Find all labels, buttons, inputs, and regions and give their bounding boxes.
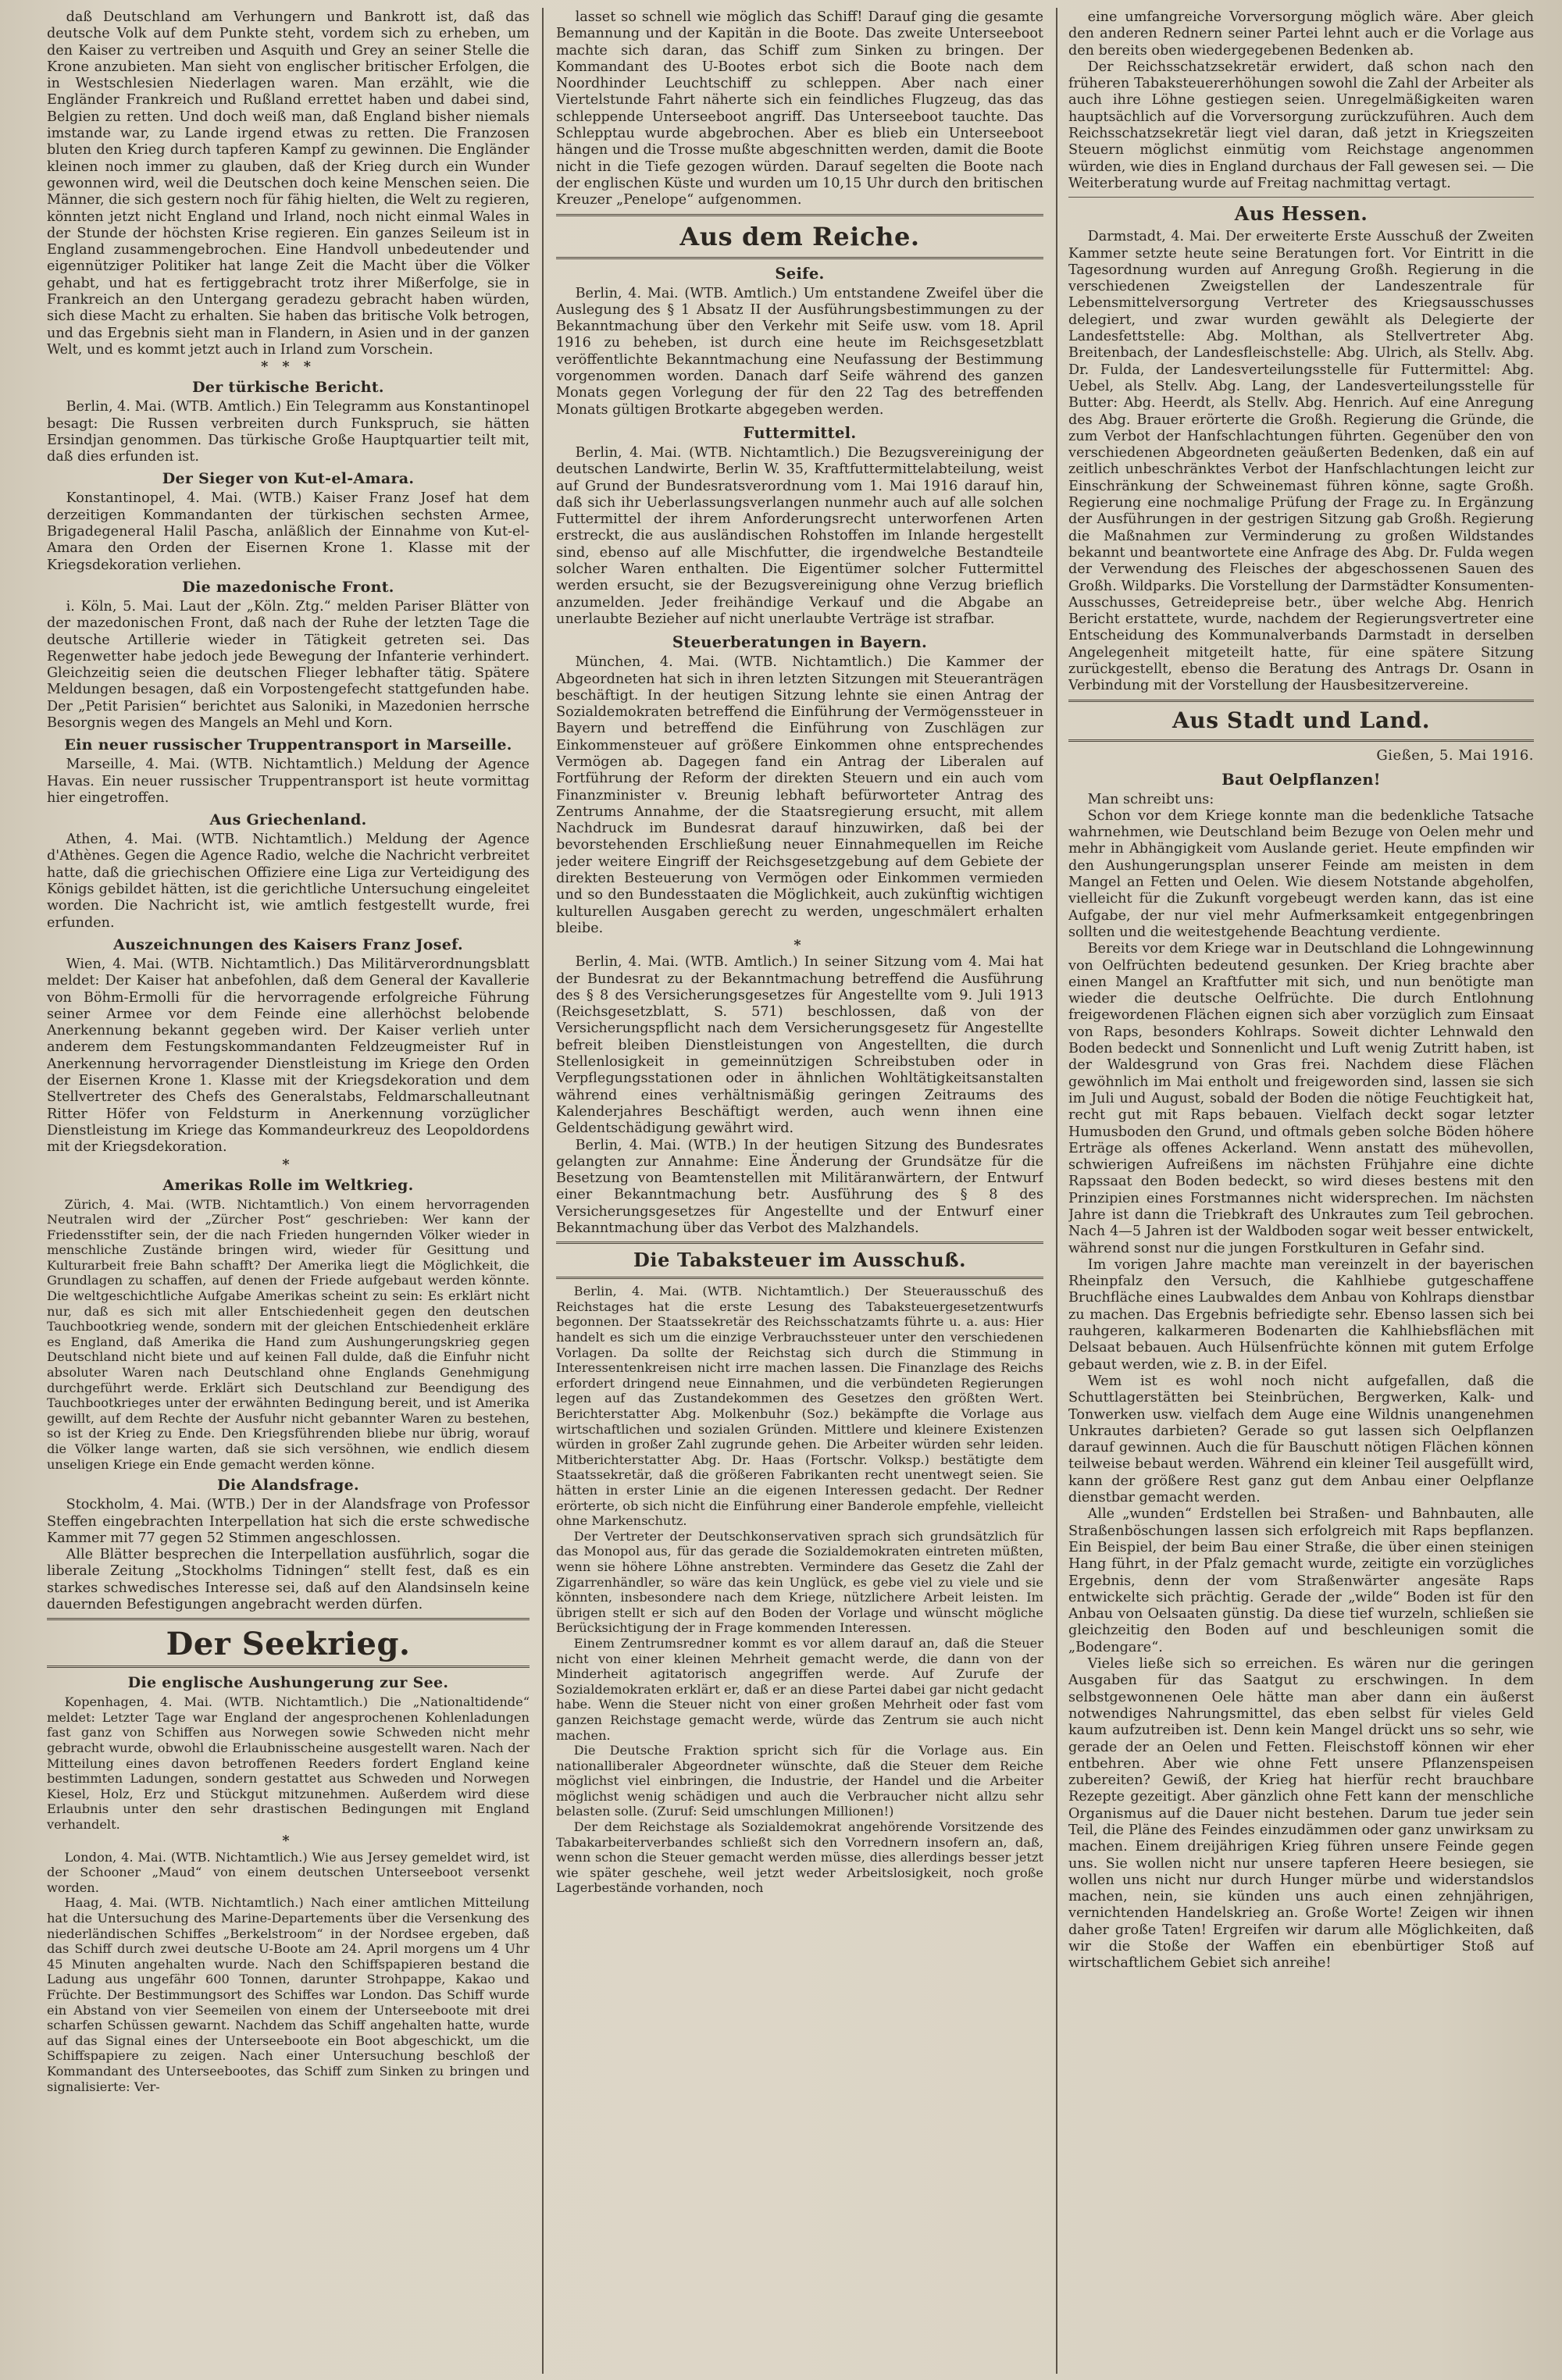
article-text: Vieles ließe sich so erreichen. Es wären nur die geringen Ausgaben für das Saatgut zu erschwingen. In dem selbstgewonnenen Oele hätte man aber dann ein äußerst notwendiges Nahrungsmittel, das eben selbst für vieles Geld kaum aufzutreiben ist. Denn kein Mangel drückt uns so sehr, wie gerade der an Oelen und Fetten. Fleischstoff können wir eher entbehren. Aber wie ohne Fett unsere Pflanzenspeisen zubereiten? Gewiß, der Krieg hat hierfür recht brauchbare Rezepte gezeitigt. Aber gänzlich ohne Fett kann der menschliche Organismus auf die Dauer nicht bestehen. Darum tue jeder sein Teil, die Pläne des Feindes einzudämmen oder ganz unwirksam zu machen. Einem dreijährigen Krieg führen unsere Feinde gegen uns. Sie wollen nicht nur unsere tapferen Heere besiegen, sie wollen uns nicht nur durch Hunger mürbe und widerstandslos machen, nein, sie künden uns auch einen zehnjährigen, vernichtenden Handelskrieg an. Große Worte! Zeigen wir ihnen daher große Taten! Ergreifen wir darum alle Möglichkeiten, daß wir die Stoße der Waffen ein ebenbürtiger Stoß auf wirtschaftlichem Gebiet sich anreihe!: [1068, 1656, 1534, 1972]
article-text: Darmstadt, 4. Mai. Der erweiterte Erste Ausschuß der Zweiten Kammer setzte heute seine Beratungen fort. Vor Eintritt in die Tagesordnung wurden auf Anregung Großh. Regierung in die verschiedenen Zweigstellen der Landeszentrale für Lebensmittelversorgung Vertreter des Kriegsausschusses delegiert, und zwar wurden gewählt als Delegierte der Landesfettstelle: Abg. Molthan, als Stellvertreter Abg. Breitenbach, der Landesfleischstelle: Abg. Ulrich, als Stellv. Abg. Dr. Fulda, der Landesverteilungsstelle für Futtermittel: Abg. Uebel, als Stellv. Abg. Lang, der Landesverteilungsstelle für Butter: Abg. Heerdt, als Stellv. Abg. Henrich. Auf eine Anregung des Abg. Brauer erörterte die Großh. Regierung die Gründe, die zum Verbot der Hanfschlachtungen führten. Gegenüber den von verschiedenen Abgeordneten geäußerten Bedenken, daß ein auf zeitlich unbeschränktes Verbot der Hanfschlachtungen leicht zur Einschränkung der Schweinemast führen könne, sagte Großh. Regierung eine nochmalige Prüfung der Frage zu. In Ergänzung der Ausführungen in der gestrigen Sitzung gab Großh. Regierung die Maßnahmen zur Verminderung zu großen Wildstandes bekannt und beantwortete eine Anfrage des Abg. Dr. Fulda wegen der Verwendung des Fleisches der abgeschossenen Sauen des Großh. Wildparks. Die Vorstellung der Darmstädter Konsumenten-Ausschusses, Getreidepreise betr., über welche Abg. Henrich Bericht erstattete, wurde, nachdem der Regierungsvertreter eine Entscheidung des Kommunalverbands Darmstadt in derselben Angelegenheit mitgeteilt hatte, für eine spätere Sitzung zurückgestellt, ebenso die Beratung des Antrags Dr. Osann in Verbindung mit der Vorstellung der Hausbesitzervereine.: [1068, 229, 1534, 694]
heading-starvation-at-sea: Die englische Aushungerung zur See.: [127, 1674, 449, 1692]
article-text: Alle Blätter besprechen die Interpellation ausführlich, sogar die liberale Zeitung „Stockholms Tidningen“ stellt fest, daß es ein starkes schwedisches Interesse sei, daß auf den Alandsinseln keine dauernden Befestigungen angebracht werden dürfen.: [47, 1547, 530, 1612]
article-text: Kopenhagen, 4. Mai. (WTB. Nichtamtlich.) Die „Nationaltidende“ meldet: Letzter Tage war England der angesprochenen Kohlenladungen fast ganz von Schiffen aus Norwegen sowie Schweden nicht mehr gebracht wurde, obwohl die Erlaubnisscheine ausgestellt waren. Nach der Mitteilung eines davon betroffenen Reeders fordert England keine bestimmten Ladungen, sondern gestattet aus Schweden und Norwegen Kiesel, Holz, Erz und Stückgut mitzunehmen. Außerdem wird diese Erlaubnis unter den sehr drastischen Bedingungen mit England verhandelt.: [47, 1694, 530, 1833]
heading-turkish-report: Der türkische Bericht.: [192, 379, 384, 397]
article-text: Berlin, 4. Mai. (WTB. Nichtamtlich.) Der Steuerausschuß des Reichstages hat die erste Lesung des Tabaksteuergesetzentwurfs begonnen. Der Staatssekretär des Reichsschatzamts führte u. a. aus: Hier handelt es sich um die einzige Verbrauchssteuer unter den verschiedenen Vorlagen. Da sollte der Reichstag sich durch die Stimmung in Interessentenkreisen nicht irre machen lassen. Die Finanzlage des Reichs erfordert dringend neue Einnahmen, und die verbündeten Regierungen legen auf das Zustandekommen des Gesetzes den größten Wert. Berichterstatter Abg. Molkenbuhr (Soz.) bekämpfte die Vorlage aus wirtschaftlichen und sozialen Gründen. Mittlere und kleinere Existenzen würden in großer Zahl zugrunde gehen. Die Arbeiter würden sehr leiden. Mitberichterstatter Abg. Dr. Haas (Fortschr. Volksp.) bestätigte dem Staatssekretär, daß die größeren Fabrikanten recht unentwegt seien. Sie hätten in erster Linie an die eigenen Interessen gedacht. Der Redner erörterte, ob sich nicht die Einführung einer Banderole empfehle, vielleicht ohne Markenschutz.: [556, 1284, 1043, 1529]
article-text: Berlin, 4. Mai. (WTB.) In der heutigen Sitzung des Bundesrates gelangten zur Annahme: Eine Änderung der Grundsätze für die Besetzung von Beamtenstellen mit Militäranwärtern, der Entwurf einer Bekanntmachung betr. Ausführung des § 8 des Versicherungsgesetzes für Angestellte und der Entwurf einer Bekanntmachung über das Verbot des Malzhandels.: [556, 1137, 1043, 1236]
section-box-naval-war: [47, 1618, 530, 1668]
heading-decorations: Auszeichnungen des Kaisers Franz Josef.: [113, 935, 463, 953]
article-text: Wien, 4. Mai. (WTB. Nichtamtlich.) Das Militärverordnungsblatt meldet: Der Kaiser hat anbefohlen, daß dem General der Kavallerie von Böhm-Ermolli für die hervorragende erfolgreiche Führung seiner Armee vor dem Feinde eine allerhöchst belobende Anerkennung bekannt gegeben wird. Der Kaiser verlieh unter anderem dem Festungskommandanten Feldzeugmeister Ruf in Anerkennung hervorragender Dienstleistung im Kriege den Orden der Eisernen Krone 1. Klasse mit der Kriegsdekoration und dem Stellvertreter des Chefs des Generalstabs, Feldmarschalleutnant Ritter Höfer von Feldsturm in Anerkennung vorzüglicher Dienstleistung im Kriege das Kommandeurkreuz des Leopoldordens mit der Kriegsdekoration.: [47, 956, 530, 1156]
heading-from-the-reich: Aus dem Reiche.: [679, 221, 920, 251]
heading-tobacco-tax: Die Tabaksteuer im Ausschuß.: [633, 1249, 967, 1272]
article-text: Berlin, 4. Mai. (WTB. Nichtamtlich.) Die Bezugsvereinigung der deutschen Landwirte, Berlin W. 35, Kraftfuttermittelabteilung, weist auf Grund der Bundesratsverordnung vom 1. Mai 1916 darauf hin, daß sich ihr Ueberlassungsverlangen nunmehr auch auf alle solchen Futtermittel der ihrem Anforderungsrecht unterworfenen Arten erstreckt, die aus ausländischen Rohstoffen im Inlande hergestellt sind, ebenso auf alle Mischfutter, die irgendwelche Bestandteile solcher Waren enthalten. Die Eigentümer solcher Futtermittel werden ersucht, sie der Bezugsvereinigung ohne Verzug brieflich anzumelden. Jeder freihändige Verkauf und die Abgabe an unerlaubte Bezieher auf nicht unerlaubte Verträge ist strafbar.: [556, 444, 1043, 627]
separator-star: *: [282, 1156, 294, 1173]
heading-from-hesse: Aus Hessen.: [1234, 202, 1368, 226]
section-box-tobacco: [556, 1242, 1043, 1279]
article-text: Stockholm, 4. Mai. (WTB.) Der in der Alandsfrage von Professor Steffen eingebrachten Interpellation hat sich die erste schwedische Kammer mit 77 gegen 52 Stimmen angeschlossen.: [47, 1497, 530, 1546]
article-text: Berlin, 4. Mai. (WTB. Amtlich.) In seiner Sitzung vom 4. Mai hat der Bundesrat zu der Bekanntmachung betreffend die Ausführung des § 8 des Versicherungsgesetzes für Angestellte vom 9. Juli 1913 (Reichsgesetzblatt, S. 571) beschlossen, daß von der Versicherungspflicht nach dem Versicherungsgesetz für Angestellte befreit bleiben Dienstleistungen von Angestellten, die durch Stellenlosigkeit in gemeinnützigen Schreibstuben oder in Verpflegungsstationen oder in ähnlichen Wohltätigkeitsanstalten während eines verhältnismäßig geringen Zeitraums des Kalenderjahres Beschäftigt werden, auch wenn ihnen eine Geldentschädigung gewährt wird.: [556, 954, 1043, 1137]
article-text: Die Deutsche Fraktion spricht sich für die Vorlage aus. Ein nationalliberaler Abgeordneter wünschte, daß die Steuer dem Reiche möglichst viel einbringen, die Industrie, der Handel und die Arbeiter möglichst wenig schädigen und auch die Verbraucher nicht allzu sehr belasten solle. (Zuruf: Seid umschlungen Millionen!): [556, 1743, 1043, 1819]
article-text: London, 4. Mai. (WTB. Nichtamtlich.) Wie aus Jersey gemeldet wird, ist der Schooner „Maud“ von einem deutschen Unterseeboot versenkt worden.: [47, 1849, 530, 1895]
heading-russian-transport: Ein neuer russischer Truppentransport in Marseille.: [64, 736, 512, 754]
heading-oil-plants: Baut Oelpflanzen!: [1221, 770, 1381, 789]
article-text: Einem Zentrumsredner kommt es vor allem darauf an, daß die Steuer nicht von einer kleinen Mehrheit gemacht werde, die dann von der Minderheit agitatorisch angegriffen werde. Auf Zurufe der Sozialdemokraten erklärt er, daß er an diese Partei dabei gar nicht gedacht habe. Wenn die Steuer nicht von einer großen Mehrheit oder fast vom ganzen Reichstage gemacht werde, würde das Zentrum sie auch nicht machen.: [556, 1635, 1043, 1743]
heading-fodder: Futtermittel.: [743, 423, 857, 442]
column-left: [47, 9, 530, 2368]
article-text: Der Vertreter der Deutschkonservativen sprach sich grundsätzlich für das Monopol aus, für das gerade die Sozialdemokraten eintreten müßten, wenn sie höhere Löhne anstrebten. Vermindere das Gesetz die Zahl der Zigarrenhändler, so wäre das kein Unglück, es gebe viel zu viele und sie könnten, insbesondere nach dem Kriege, nützlichere Arbeit leisten. Im übrigen stellt er sich auf den Boden der Vorlage und wünscht mögliche Berücksichtigung der in Frage kommenden Interessen.: [556, 1528, 1043, 1636]
heading-macedonian-front: Die mazedonische Front.: [182, 578, 394, 596]
article-text: Marseille, 4. Mai. (WTB. Nichtamtlich.) Meldung der Agence Havas. Ein neuer russischer Truppentransport ist heute vormittag hier eingetroffen.: [47, 757, 530, 806]
heading-aland-question: Die Alandsfrage.: [217, 1477, 359, 1495]
article-text: Berlin, 4. Mai. (WTB. Amtlich.) Ein Telegramm aus Konstantinopel besagt: Die Russen verbreiten durch Funkspruch, sie hätten Ersindjan genommen. Das türkische Große Hauptquartier teilt mit, daß dies erfunden ist.: [47, 399, 530, 465]
article-text: Berlin, 4. Mai. (WTB. Amtlich.) Um entstandene Zweifel über die Auslegung des § 1 Absatz II der Ausführungsbestimmungen zu der Bekanntmachung über den Verkehr mit Seife usw. vom 18. April 1916 zu beheben, ist durch eine heute im Reichsgesetzblatt veröffentlichte Bekanntmachung eine Neufassung der Bestimmung vorgenommen worden. Danach darf Seife während des ganzen Monats gegen Vorlegung der für den 22 Tag des betreffenden Monats gültigen Brotkarte abgegeben werden.: [556, 285, 1043, 418]
column-right: [1068, 9, 1534, 2368]
heading-america-role: Amerikas Rolle im Weltkrieg.: [162, 1176, 414, 1194]
article-text: Alle „wunden“ Erdstellen bei Straßen- und Bahnbauten, alle Straßenböschungen lassen sich erfolgreich mit Raps bepflanzen. Ein Beispiel, der beim Bau einer Straße, die über einen steinigen Hang führt, in der Pfalz gemacht wurde, zeitigte ein vorzügliches Ergebnis, denn der vom Straßenwärter angesäte Raps entwickelte sich prächtig. Gerade der „wilde“ Boden ist für den Anbau von Oelsaaten günstig. Da diese tief wurzeln, schließen sie gleichzeitig den Boden auf und beschleunigen somit die „Bodengare“.: [1068, 1506, 1534, 1655]
heading-naval-war: Der Seekrieg.: [166, 1626, 411, 1663]
column-middle: [556, 9, 1043, 2368]
dateline: Gießen, 5. Mai 1916.: [1376, 746, 1534, 764]
article-text: Zürich, 4. Mai. (WTB. Nichtamtlich.) Von einem hervorragenden Neutralen wird der „Zürcher Post“ geschrieben: Wer kann der Friedensstifter sein, der die nach Frieden hungernden Völker wieder in menschliche Zustände bringen wird, wieder für Gesittung und Kulturarbeit freie Bahn schafft? Der Amerika liegt die Möglichkeit, die Grundlagen zu schaffen, auf denen der Friede aufgebaut werden könnte. Die weltgeschichtliche Aufgabe Amerikas scheint zu sein: Es erklärt nicht nur, daß es sich mit aller Entschiedenheit gegen den deutschen Tauchbootkrieg wende, sondern mit der gleichen Entschiedenheit erkläre es England, daß Amerika die Hand zum Aushungerungskrieg gegen Deutschland nicht biete und auf keinen Fall dulde, daß die Einfuhr nicht absoluter Waren nach Deutschland ohne Englands Genehmigung durchgeführt werde. Erklärt sich Deutschland zur Beendigung des Tauchbootkrieges unter der erwähnten Bedingung bereit, und ist Amerika gewillt, auf dem Rechte der Ausfuhr nicht gebannter Waren zu bestehen, so ist der Krieg zu Ende. Den Kriegsführenden bliebe nur übrig, worauf die Völker lange warten, daß sie sich versöhnen, wie endlich diesem unseligen Kriege ein Ende gemacht werden könne.: [47, 1196, 530, 1472]
section-box-city-country: [1068, 700, 1534, 742]
article-text: i. Köln, 5. Mai. Laut der „Köln. Ztg.“ melden Pariser Blätter von der mazedonischen Front, daß nach der Ruhe der letzten Tage die deutsche Artillerie wieder in Tätigkeit getreten sei. Das Regenwetter habe jedoch jede Bewegung der Infanterie verhindert. Gleichzeitig seien die deutschen Flieger lebhafter tätig. Spätere Meldungen besagen, daß ein Vorpostengefecht stattgefunden habe. Der „Petit Parisien“ berichtet aus Saloniki, in Mazedonien herrsche Besorgnis wegen des Mangels an Mehl und Korn.: [47, 598, 530, 731]
article-text: Athen, 4. Mai. (WTB. Nichtamtlich.) Meldung der Agence d'Athènes. Gegen die Agence Radio, welche die Nachricht verbreitet hatte, daß die griechischen Offiziere eine Liga zur Verteidigung des Königs gebildet hätten, ist die gerichtliche Untersuchung eingeleitet worden. Die Nachricht ist, wie amtlich festgestellt wurde, frei erfunden.: [47, 832, 530, 931]
divider: [1068, 197, 1534, 198]
article-text: Schon vor dem Kriege konnte man die bedenkliche Tatsache wahrnehmen, wie Deutschland beim Bezuge von Oelen mehr und mehr in Abhängigkeit vom Auslande geriet. Heute empfinden wir den Aushungerungsplan unserer Feinde am meisten in dem Mangel an Fetten und Oelen. Wie diesem Notstande abgeholfen, vielleicht für die Zukunft vorgebeugt werden kann, das ist eine Aufgabe, der nur viel mehr Aufmerksamkeit entgegenbringen sollten und die weitestgehende Beachtung verdiente.: [1068, 807, 1534, 940]
column-rule-left: [542, 8, 544, 2374]
heading-soap: Seife.: [775, 264, 825, 283]
article-text: Wem ist es wohl noch nicht aufgefallen, daß die Schuttlagerstätten bei Steinbrüchen, Bergwerken, Kalk- und Tonwerken usw. vielfach dem Auge eine Wildnis unangenehmen Unkrautes darbieten? Gerade so gut lassen sich Oelpflanzen darauf gewinnen. Auch die für Bauschutt nötigen Flächen können teilweise bebaut werden. Während ein kleiner Teil ausgefüllt wird, kann der größere Rest ganz gut dem Anbau einer Oelpflanze dienstbar gemacht werden.: [1068, 1373, 1534, 1506]
heading-tax-bavaria: Steuerberatungen in Bayern.: [672, 633, 928, 652]
section-box-reich: [556, 214, 1043, 259]
article-text: Der Reichsschatzsekretär erwidert, daß schon nach den früheren Tabaksteuererhöhungen sowohl die Zahl der Arbeiter als auch ihre Löhne gestiegen seien. Unregelmäßigkeiten waren hauptsächlich auf die Vorversorgung zurückzuführen. Auch dem Reichsschatzsekretär liegt viel daran, daß jetzt in Kriegszeiten Steuern möglichst einmütig vom Reichstage angenommen würden, wie dies in England durchaus der Fall gewesen sei. — Die Weiterberatung wurde auf Freitag nachmittag vertagt.: [1068, 59, 1534, 191]
article-text: Der dem Reichstage als Sozialdemokrat angehörende Vorsitzende des Tabakarbeiterverbandes schließt sich den Vorrednern insofern an, daß, wenn schon die Steuer gemacht werden müsse, dies allerdings besser jetzt wie später geschehe, weil jetzt weder Arbeitslosigkeit, noch große Lagerbestände vorhanden, noch: [556, 1819, 1043, 1896]
article-text: München, 4. Mai. (WTB. Nichtamtlich.) Die Kammer der Abgeordneten hat sich in ihren letzten Sitzungen mit Steueranträgen beschäftigt. In der heutigen Sitzung lehnte sie einen Antrag der Sozialdemokraten betreffend die Einführung der Vermögenssteuer in Bayern und betreffend die Einführung von Zuschlägen zur Einkommensteuer auf größere Einkommen ohne entsprechendes Vermögen ab. Dagegen fand ein Antrag der Liberalen auf Fortführung der Reform der direkten Steuern und ein auch vom Finanzminister v. Breunig lebhaft befürworteter Antrag des Zentrums Annahme, der die Staatsregierung ersucht, mit allem Nachdruck im Bundesrat darauf hinzuwirken, daß bei der bevorstehenden Erschließung neuer Einnahmequellen im Reiche jeder weitere Eingriff der Reichsgesetzgebung auf dem Gebiete der direkten Besteuerung von Vermögen oder Einkommen vermieden und so den Bundesstaaten die Möglichkeit, auch zukünftig wichtigen kulturellen Ausgaben gerecht zu werden, ungeschmälert erhalten bleibe.: [556, 654, 1043, 936]
separator-stars: * * *: [261, 358, 316, 376]
column-rule-right: [1056, 8, 1057, 2374]
article-text: Im vorigen Jahre machte man vereinzelt in der bayerischen Rheinpfalz den Versuch, die Kahlhiebe gutgeschaffene Bruchfläche eines Laubwaldes dem Anbau von Kohlraps dienstbar zu machen. Das Ergebnis befriedigte sehr. Ebenso lassen sich bei rauhgeren, kalkarmeren Bodenarten die Kahlhiebsflächen mit Delsaat bebauen. Auch Hülsenfrüchte können mit gutem Erfolge gebaut werden, wie z. B. in der Eifel.: [1068, 1256, 1534, 1373]
article-text: Man schreibt uns:: [1087, 791, 1214, 807]
article-text: lasset so schnell wie möglich das Schiff! Darauf ging die gesamte Bemannung und der Kapitän in die Boote. Das zweite Unterseeboot machte sich daran, das Schiff zum Sinken zu bringen. Der Kommandant des U-Bootes erbot sich die Boote nach dem Noordhinder Leuchtschiff zu schleppen. Aber nach einer Viertelstunde Fahrt näherte sich ein feindliches Flugzeug, das das schleppende Unterseeboot angriff. Das Unterseeboot tauchte. Das Schlepptau wurde abgebrochen. Aber es blieb ein Unterseeboot hängen und die Trosse mußte abgeschnitten werden, damit die Boote nicht in die Tiefe gezogen würden. Darauf segelten die Boote nach der englischen Küste und wurden um 10,15 Uhr durch den britischen Kreuzer „Penelope“ aufgenommen.: [556, 9, 1043, 208]
heading-kut-el-amara: Der Sieger von Kut-el-Amara.: [162, 470, 415, 488]
article-text: Haag, 4. Mai. (WTB. Nichtamtlich.) Nach einer amtlichen Mitteilung hat die Untersuchung des Marine-Departements über die Versenkung des niederländischen Schiffes „Berkelstroom“ in der Nordsee ergeben, daß das Schiff durch zwei deutsche U-Boote am 24. April morgens um 4 Uhr 45 Minuten angehalten wurde. Nach den Schiffspapieren bestand die Ladung aus ungefähr 600 Tonnen, darunter Strohpappe, Kakao und Früchte. Der Bestimmungsort des Schiffes war London. Das Schiff wurde ein Abstand von vier Seemeilen von einem der Unterseeboote mit drei scharfen Schüssen gewarnt. Nachdem das Schiff angehalten hatte, wurde auf das Signal eines der Unterseeboote ein Boot abgeschickt, um die Schiffspapiere zu zeigen. Nach einer Untersuchung beschloß der Kommandant des Unterseebootes, das Schiff zum Sinken zu bringen und signalisierte: Ver-: [47, 1895, 530, 2094]
article-text: Konstantinopel, 4. Mai. (WTB.) Kaiser Franz Josef hat dem derzeitigen Kommandanten der türkischen sechsten Armee, Brigadegeneral Halil Pascha, anläßlich der Einnahme von Kut-el-Amara den Orden der Eisernen Krone 1. Klasse mit der Kriegsdekoration verliehen.: [47, 490, 530, 573]
heading-greece: Aus Griechenland.: [209, 811, 367, 829]
separator-star: *: [282, 1832, 294, 1849]
article-text: eine umfangreiche Vorversorgung möglich wäre. Aber gleich den anderen Rednern seiner Partei lehnt auch er die Vorlage aus den bereits oben wiedergegebenen Bedenken ab.: [1068, 9, 1534, 59]
article-text: daß Deutschland am Verhungern und Bankrott ist, daß das deutsche Volk auf dem Punkte steht, vordem sich zu erheben, um den Kaiser zu vertreiben und Asquith und Grey an seiner Stelle die Krone anzubieten. Man sieht von englischer britischer Erfolgen, die in Westschlesien Niederlagen waren. Man erzählt, wie die Engländer Frankreich und Rußland errettet haben und dabei sind, Belgien zu retten. Und doch weiß man, daß England bisher niemals imstande war, zu Lande irgend etwas zu retten. Die Franzosen bluten den Krieg durch tapferen Kampf zu gewinnen. Die Engländer kleinen noch immer zu glauben, daß der Krieg durch ein Wunder gewonnen wird, weil die Deutschen doch keine Menschen seien. Die Männer, die sich gestern noch für fähig hielten, die Welt zu regieren, könnten jetzt nicht England und Irland, noch nicht einmal Wales in der Stunde der höchsten Krise regieren. Ein ganzes Seileum ist in England zusammengebrochen. Eine Handvoll unbedeutender und eigennütziger Politiker hat lange Zeit die Macht über die Völker gehabt, und hat es fertiggebracht trotz ihrer Mißerfolge, sie in Frankreich an den Untergang geradezu gebracht haben würden, sich diese Macht zu erhalten. Sie haben das britische Volk betrogen, und das Ergebnis sieht man in Flandern, in Asien und in der ganzen Welt, und es kommt jetzt auch in Irland zum Vorschein.: [47, 9, 530, 358]
article-text: Bereits vor dem Kriege war in Deutschland die Lohngewinnung von Oelfrüchten bedeutend gesunken. Der Krieg brachte aber einen Mangel an Kraftfutter mit sich, und nun benötigte man wieder die deutsche Oelfrüchte. Die durch Entlohnung freigewordenen Flächen eignen sich aber vorzüglich zum Einsaat von Raps, besonders Kohlraps. Soweit dichter Lehnwald den Boden bedeckt und Sonnenlicht und Luft wenig Zutritt haben, ist der Waldesgrund von Gras frei. Nachdem diese Flächen gewöhnlich im Mai entholt und freigeworden sind, lassen sie sich im Juli und August, sobald der Boden die nötige Feuchtigkeit hat, recht gut mit Raps bebauen. Vielfach deckt sogar letzter Humusboden den Grund, und oftmals geben solche Böden höhere Erträge als offenes Ackerland. Wenn anstatt des mühevollen, schwierigen Aufreißens im nächsten Frühjahre eine dichte Rapssaat den Boden bedeckt, so wird dieses bestens mit den Prinzipien eines Forstmannes nicht widersprechen. Im nächsten Jahre ist dann die Triebkraft des Unkrautes zum Teil gebrochen. Nach 4—5 Jahren ist der Waldboden sogar weit besser entwickelt, während sonst nur die jungen Forstkulturen in Gefahr sind.: [1068, 941, 1534, 1256]
heading-city-and-country: Aus Stadt und Land.: [1172, 707, 1431, 733]
separator-star: *: [793, 937, 806, 954]
